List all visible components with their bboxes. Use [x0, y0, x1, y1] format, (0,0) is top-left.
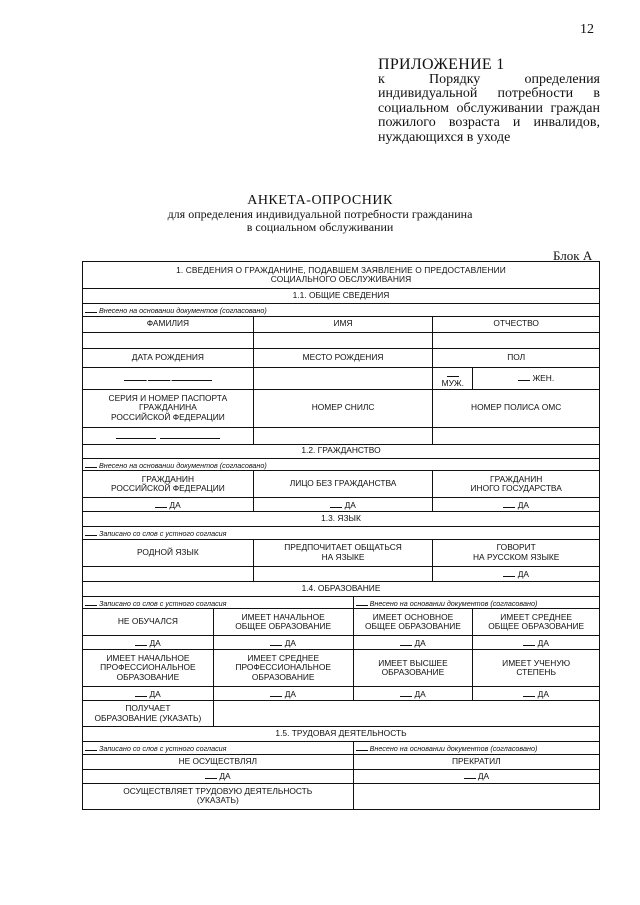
edu-receiving-label	[83, 701, 214, 727]
edu-none-yes[interactable]	[83, 636, 214, 650]
docs-note[interactable]	[353, 596, 599, 609]
edu-prof-secondary-line-2: ПРОФЕССИОНАЛЬНОЕ	[235, 662, 331, 673]
surname-field[interactable]	[83, 332, 254, 348]
document-subtitle	[150, 208, 490, 234]
oral-note-label: Записано со слов с устного согласия	[99, 598, 227, 608]
sex-male-field[interactable]	[433, 367, 473, 389]
education-section-title: 1.4. ОБРАЗОВАНИЕ	[83, 581, 600, 596]
male-label: МУЖ.	[441, 378, 464, 388]
oral-note-label: Записано со слов с устного согласия	[99, 744, 227, 753]
oral-note[interactable]	[83, 742, 354, 755]
edu-secondary-line-2: ОБЩЕЕ ОБРАЗОВАНИЕ	[488, 621, 585, 631]
edu-primary-label	[213, 609, 353, 636]
birth-place-label: МЕСТО РОЖДЕНИЯ	[253, 348, 433, 367]
sex-female-field[interactable]	[473, 367, 600, 389]
sex-label: ПОЛ	[433, 348, 600, 367]
speaks-russian-line-1: ГОВОРИТ	[496, 542, 536, 552]
edu-degree-yes[interactable]	[473, 687, 600, 701]
section-1-header-row	[83, 262, 600, 289]
female-label: ЖЕН.	[532, 373, 555, 384]
edu-none-label: НЕ ОБУЧАЛСЯ	[83, 609, 214, 636]
edu-degree-line-2: СТЕПЕНЬ	[516, 667, 556, 677]
yes-label: ДА	[414, 688, 426, 699]
yes-label: ДА	[219, 771, 231, 782]
oms-label: НОМЕР ПОЛИСА ОМС	[433, 389, 600, 427]
citizen-rf-yes[interactable]	[83, 498, 254, 512]
native-language-field[interactable]	[83, 566, 254, 581]
edu-receiving-line-1: ПОЛУЧАЕТ	[125, 703, 171, 713]
yes-label: ДА	[414, 637, 426, 648]
edu-higher-line-1: ИМЕЕТ ВЫСШЕЕ	[378, 657, 448, 668]
citizen-rf-line-2: РОССИЙСКОЙ ФЕДЕРАЦИИ	[110, 483, 225, 493]
preferred-language-line-1: ПРЕДПОЧИТАЕТ ОБЩАТЬСЯ	[284, 542, 402, 552]
snils-field[interactable]	[253, 427, 433, 444]
passport-field[interactable]	[83, 427, 254, 444]
stateless-yes[interactable]	[253, 498, 433, 512]
yes-label: ДА	[537, 688, 549, 699]
passport-label-line-2: ГРАЖДАНИНА	[138, 402, 197, 413]
docs-note-label: Внесено на основании документов (согласовано)	[369, 598, 538, 608]
passport-label	[83, 389, 254, 427]
birth-place-field[interactable]	[253, 367, 433, 389]
native-language-label: РОДНОЙ ЯЗЫК	[83, 539, 254, 566]
work-working-field[interactable]	[353, 783, 599, 809]
work-not-working-label: НЕ ОСУЩЕСТВЛЯЛ	[83, 754, 354, 769]
edu-higher-label	[353, 650, 473, 687]
citizen-foreign-line-2: ИНОГО ГОСУДАРСТВА	[470, 483, 562, 493]
work-working-line-1: ОСУЩЕСТВЛЯЕТ ТРУДОВУЮ ДЕЯТЕЛЬНОСТЬ	[123, 785, 313, 796]
edu-receiving-field[interactable]	[213, 701, 599, 727]
edu-basic-label	[353, 609, 473, 636]
appendix-text: к Порядку определения индивидуальной потребности в социальном обслуживании граждан пожилого возраста и инвалидов, нуждающихся в уходе	[378, 71, 600, 145]
birth-date-field[interactable]: . .	[83, 367, 254, 389]
yes-label: ДА	[344, 499, 356, 510]
work-not-working-yes[interactable]	[83, 769, 354, 783]
edu-secondary-line-1: ИМЕЕТ СРЕДНЕЕ	[500, 611, 573, 622]
citizen-rf-line-1: ГРАЖДАНИН	[141, 473, 194, 484]
edu-prof-secondary-line-3: ОБРАЗОВАНИЕ	[251, 671, 315, 682]
passport-label-line-3: РОССИЙСКОЙ ФЕДЕРАЦИИ	[110, 411, 225, 422]
citizenship-section-title: 1.2. ГРАЖДАНСТВО	[83, 444, 600, 458]
yes-label: ДА	[169, 499, 181, 510]
edu-prof-secondary-line-1: ИМЕЕТ СРЕДНЕЕ	[247, 652, 320, 663]
edu-prof-primary-yes[interactable]	[83, 687, 214, 701]
section-1-title-line-1: 1. СВЕДЕНИЯ О ГРАЖДАНИНЕ, ПОДАВШЕМ ЗАЯВЛЕНИЕ О ПРЕДОСТАВЛЕНИИ	[176, 264, 506, 275]
yes-label: ДА	[477, 771, 490, 782]
work-working-line-2: (УКАЗАТЬ)	[196, 795, 239, 805]
citizen-foreign-label	[433, 471, 600, 498]
edu-primary-line-2: ОБЩЕЕ ОБРАЗОВАНИЕ	[235, 621, 332, 631]
appendix-header	[378, 58, 600, 145]
work-stopped-label: ПРЕКРАТИЛ	[353, 754, 599, 769]
appendix-title: ПРИЛОЖЕНИЕ 1	[378, 56, 505, 73]
section-1-title	[83, 262, 600, 289]
edu-prof-primary-label	[83, 650, 214, 687]
citizen-foreign-yes[interactable]	[433, 498, 600, 512]
citizen-foreign-line-1: ГРАЖДАНИН	[490, 473, 543, 484]
work-working-label	[83, 783, 354, 809]
birth-date-label: ДАТА РОЖДЕНИЯ	[83, 348, 254, 367]
passport-label-line-1: СЕРИЯ И НОМЕР ПАСПОРТА	[108, 392, 228, 403]
edu-primary-yes[interactable]	[213, 636, 353, 650]
document-title: АНКЕТА-ОПРОСНИК	[247, 193, 393, 208]
edu-higher-yes[interactable]	[353, 687, 473, 701]
yes-label: ДА	[284, 637, 296, 648]
edu-secondary-yes[interactable]	[473, 636, 600, 650]
edu-prof-primary-line-2: ПРОФЕССИОНАЛЬНОЕ	[100, 662, 196, 673]
page-number: 12	[580, 22, 594, 37]
edu-higher-line-2: ОБРАЗОВАНИЕ	[381, 667, 445, 677]
edu-receiving-line-2: ОБРАЗОВАНИЕ (УКАЗАТЬ)	[94, 712, 202, 723]
block-label: Блок А	[553, 248, 593, 263]
section-1-title-line-2: СОЦИАЛЬНОГО ОБСЛУЖИВАНИЯ	[270, 274, 412, 284]
edu-basic-line-2: ОБЩЕЕ ОБРАЗОВАНИЕ	[364, 621, 461, 631]
speaks-russian-label	[433, 539, 600, 566]
edu-prof-secondary-yes[interactable]	[213, 687, 353, 701]
edu-degree-label	[473, 650, 600, 687]
yes-label: ДА	[517, 499, 529, 510]
speaks-russian-line-2: НА РУССКОМ ЯЗЫКЕ	[472, 551, 560, 562]
docs-note[interactable]	[83, 304, 600, 317]
edu-primary-line-1: ИМЕЕТ НАЧАЛЬНОЕ	[241, 611, 325, 622]
docs-note-label: Внесено на основании документов (согласовано)	[99, 306, 267, 315]
oral-note[interactable]	[83, 527, 600, 540]
edu-prof-primary-line-1: ИМЕЕТ НАЧАЛЬНОЕ	[106, 652, 190, 663]
oral-note-label: Записано со слов с устного согласия	[99, 529, 227, 538]
yes-label: ДА	[149, 688, 161, 699]
yes-label: ДА	[517, 568, 529, 579]
patronymic-label: ОТЧЕСТВО	[433, 316, 600, 332]
stateless-label: ЛИЦО БЕЗ ГРАЖДАНСТВА	[253, 471, 433, 498]
preferred-language-line-2: НА ЯЗЫКЕ	[321, 551, 365, 562]
patronymic-field[interactable]	[433, 332, 600, 348]
yes-label: ДА	[284, 688, 296, 699]
speaks-russian-yes[interactable]	[433, 566, 600, 581]
work-stopped-yes[interactable]	[353, 769, 599, 783]
preferred-language-label	[253, 539, 433, 566]
docs-note-label: Внесено на основании документов (согласовано)	[99, 460, 267, 470]
edu-degree-line-1: ИМЕЕТ УЧЕНУЮ	[502, 657, 571, 668]
snils-label: НОМЕР СНИЛС	[253, 389, 433, 427]
edu-prof-primary-line-3: ОБРАЗОВАНИЕ	[116, 671, 180, 682]
edu-basic-yes[interactable]	[353, 636, 473, 650]
docs-note[interactable]	[353, 742, 599, 755]
surname-label: ФАМИЛИЯ	[83, 316, 254, 332]
docs-note[interactable]	[83, 458, 600, 471]
work-section-title: 1.5. ТРУДОВАЯ ДЕЯТЕЛЬНОСТЬ	[83, 727, 600, 742]
language-section-title: 1.3. ЯЗЫК	[83, 512, 600, 527]
oral-note[interactable]	[83, 596, 354, 609]
yes-label: ДА	[149, 637, 161, 648]
general-section-title: 1.1. ОБЩИЕ СВЕДЕНИЯ	[83, 289, 600, 304]
yes-label: ДА	[537, 637, 549, 648]
edu-basic-line-1: ИМЕЕТ ОСНОВНОЕ	[372, 611, 454, 622]
edu-prof-secondary-label	[213, 650, 353, 687]
subtitle-line-2: в социальном обслуживании	[246, 220, 394, 234]
docs-note-label: Внесено на основании документов (согласовано)	[369, 744, 538, 753]
oms-field[interactable]	[433, 427, 600, 444]
edu-secondary-label	[473, 609, 600, 636]
name-label: ИМЯ	[253, 316, 433, 332]
name-field[interactable]	[253, 332, 433, 348]
citizen-rf-label	[83, 471, 254, 498]
subtitle-line-1: для определения индивидуальной потребности гражданина	[167, 207, 473, 221]
preferred-language-field[interactable]	[253, 566, 433, 581]
questionnaire-table	[82, 261, 600, 810]
